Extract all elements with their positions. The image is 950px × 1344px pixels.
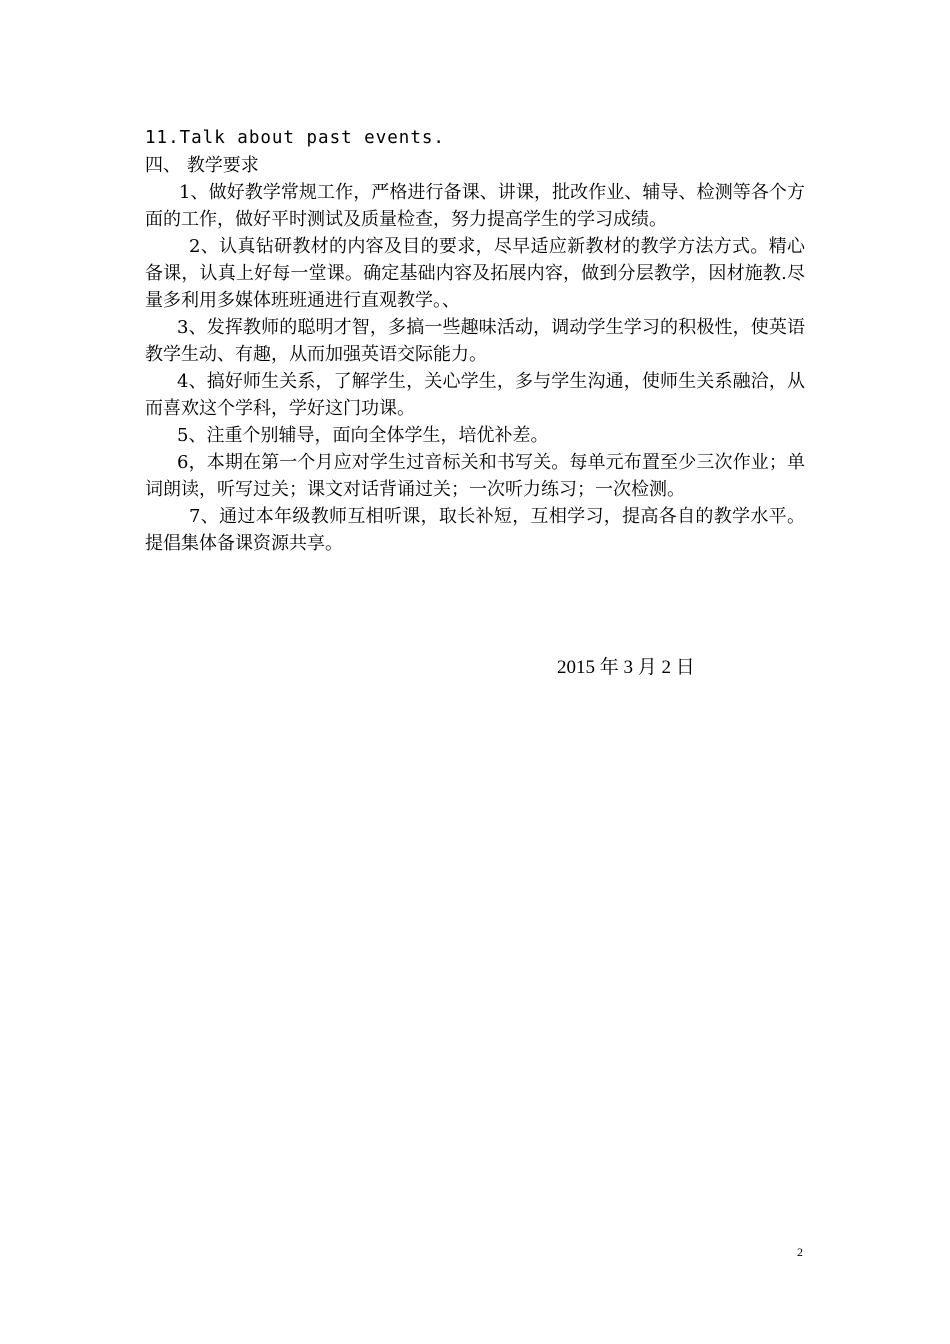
paragraph-3: 3、发挥教师的聪明才智，多搞一些趣味活动，调动学生学习的积极性，使英语教学生动、有趣，从而加强英语交际能力。 [145,317,805,365]
paragraph-2: 2、认真钻研教材的内容及目的要求，尽早适应新教材的教学方法方式。精心备课，认真上好每一堂课。确定基础内容及拓展内容，做到分层教学，因材施教.尽量多利用多媒体班班通进行直观教学。、 [145,236,805,311]
list-item-11: 11.Talk about past events. [145,128,445,148]
paragraph-6: 6，本期在第一个月应对学生过音标关和书写关。每单元布置至少三次作业；单词朗读，听写过关；课文对话背诵过关；一次听力练习；一次检测。 [145,452,805,500]
paragraph-4: 4、搞好师生关系，了解学生，关心学生，多与学生沟通，使师生关系融洽，从而喜欢这个学科，学好这门功课。 [145,371,805,419]
paragraph-1: 1、做好教学常规工作，严格进行备课、讲课，批改作业、辅导、检测等各个方面的工作，做好平时测试及质量检查，努力提高学生的学习成绩。 [145,182,805,230]
paragraph-7: 7、通过本年级教师互相听课，取长补短，互相学习，提高各自的教学水平。提倡集体备课资源共享。 [145,506,805,554]
section-heading: 四、 教学要求 [145,155,259,176]
paragraph-5: 5、注重个别辅导，面向全体学生，培优补差。 [177,425,549,446]
document-body [145,124,805,557]
page-number: 2 [797,1245,803,1259]
document-date: 2015 年 3 月 2 日 [557,657,695,678]
